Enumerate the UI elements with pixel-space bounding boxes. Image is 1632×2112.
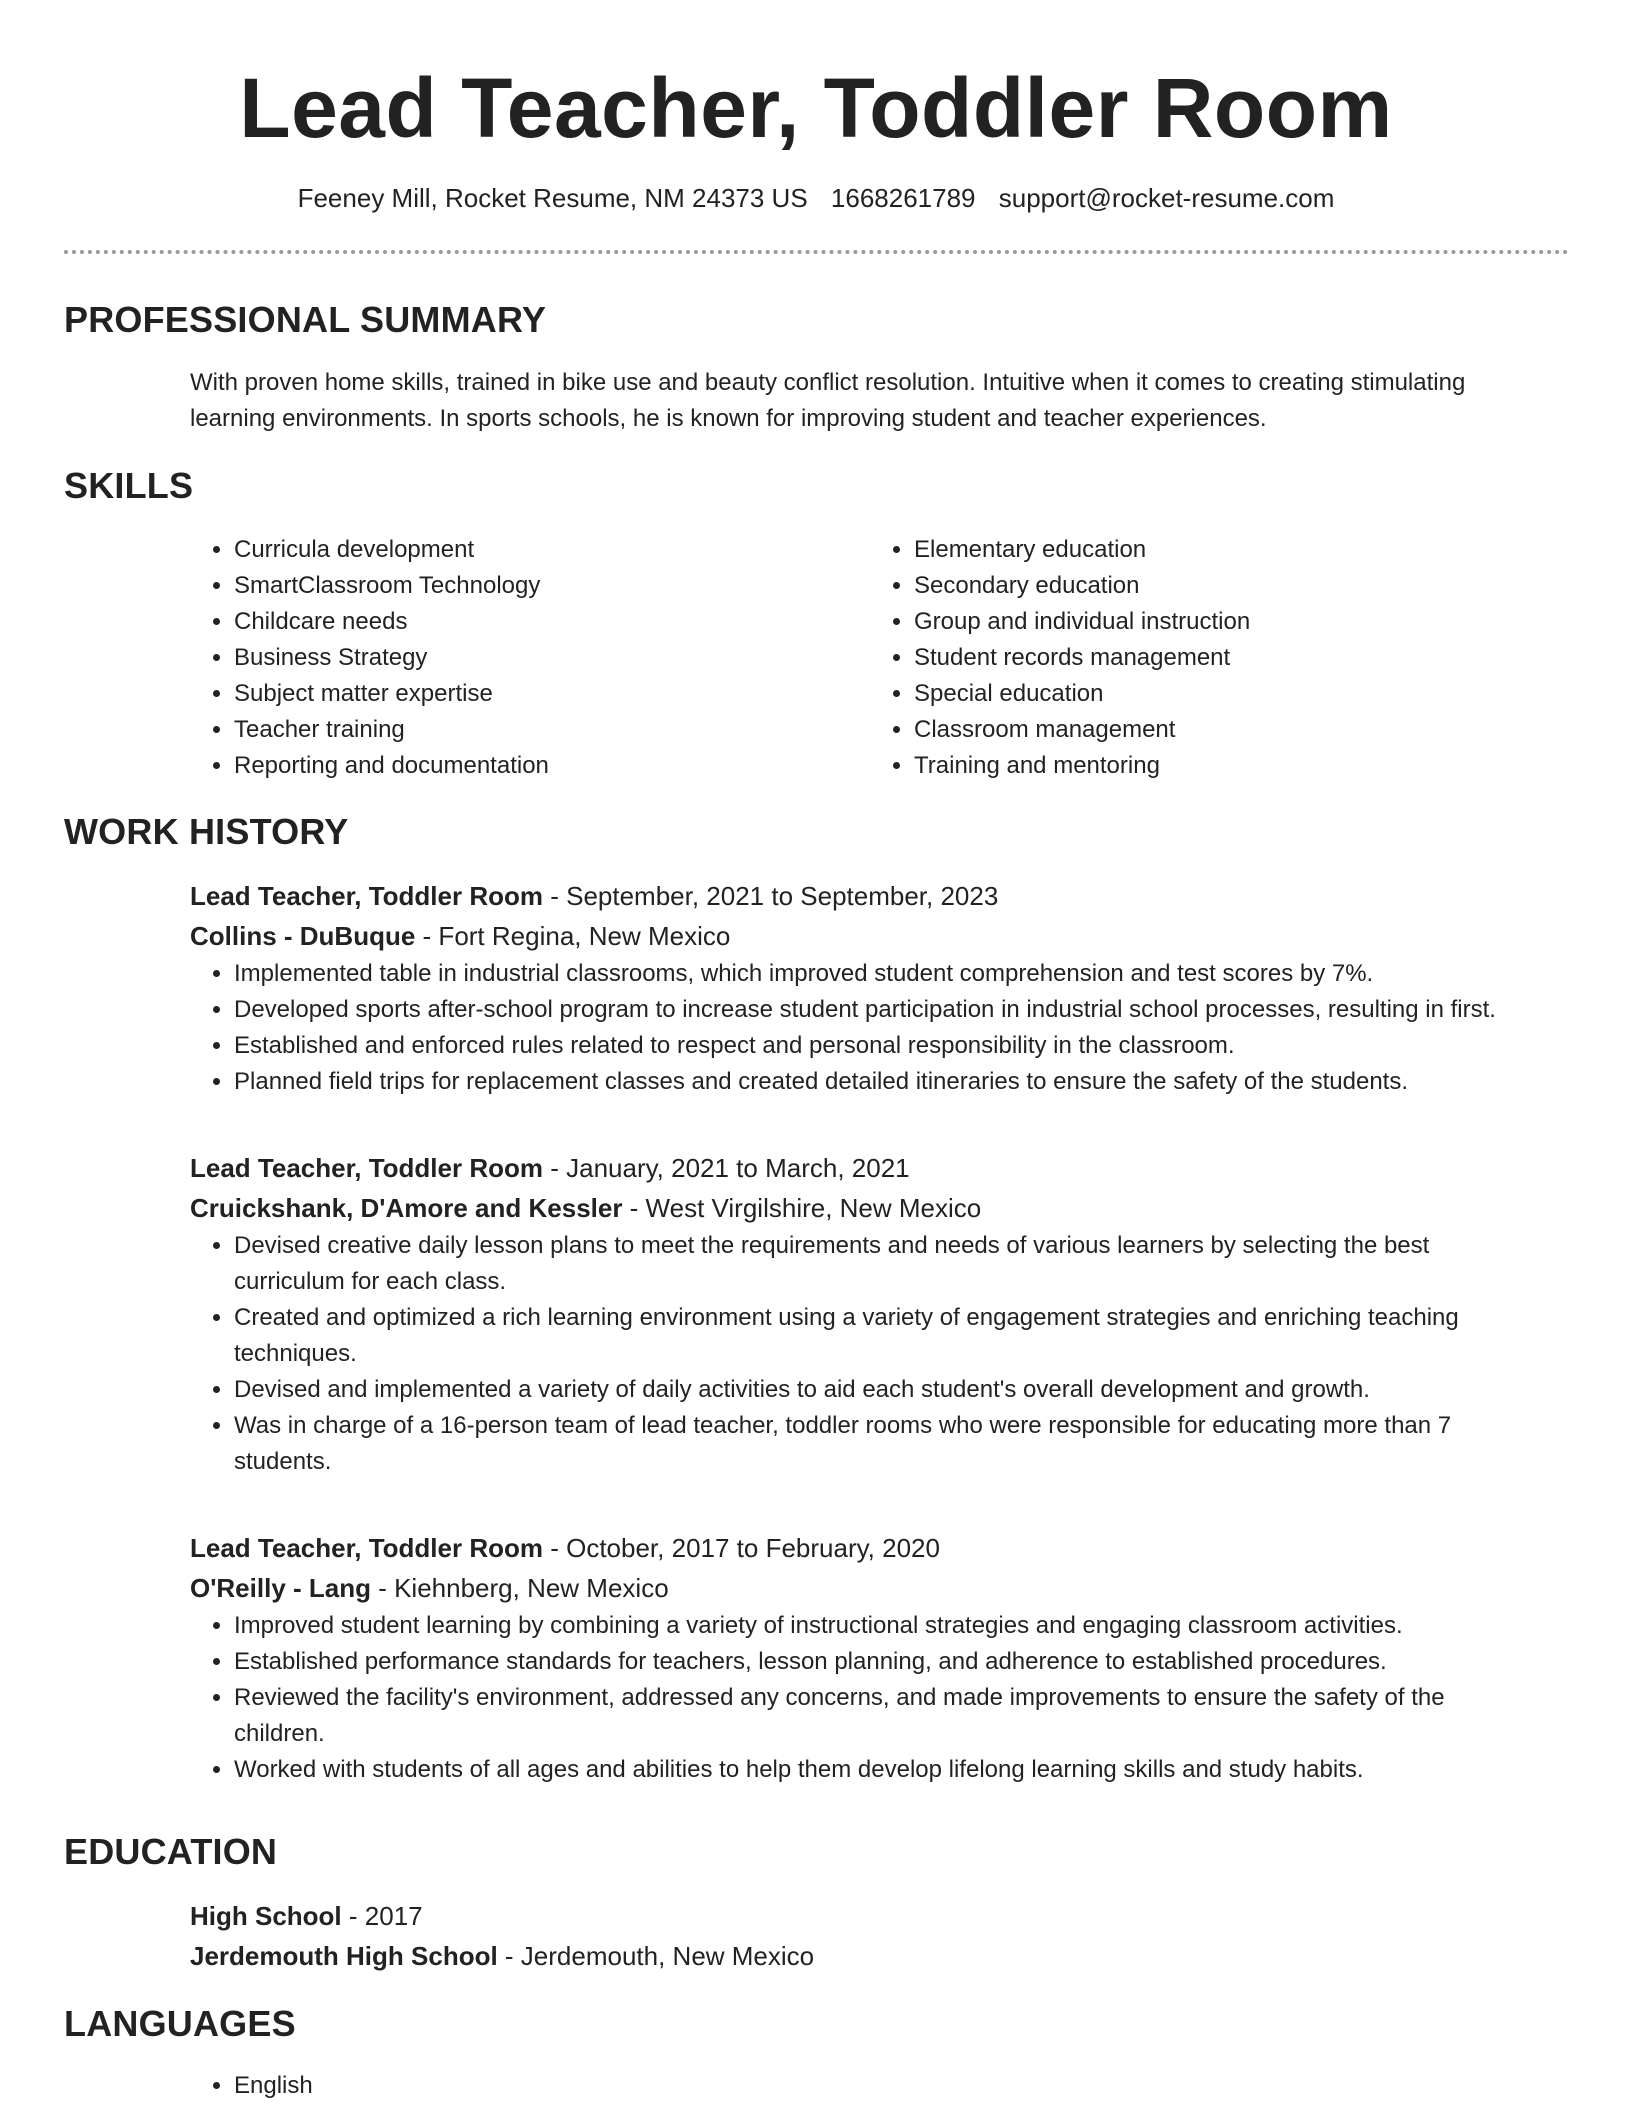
skills-left-column <box>190 532 850 784</box>
contact-phone: 1668261789 <box>830 183 976 213</box>
job-bullet: • Implemented table in industrial classrooms, which improved student comprehension and test scores by 7%. <box>234 956 1570 992</box>
skill-item: • Childcare needs <box>234 604 850 640</box>
education-title: EDUCATION <box>64 1831 278 1872</box>
skill-item: • Group and individual instruction <box>914 604 1530 640</box>
job-bullet: • Reviewed the facility's environment, addressed any concerns, and made improvements to ensure the safety of the children. <box>234 1680 1530 1752</box>
job-dates: - October, 2017 to February, 2020 <box>543 1533 940 1563</box>
job-location: - West Virgilshire, New Mexico <box>622 1193 982 1223</box>
skill-item: • Teacher training <box>234 712 850 748</box>
skill-item: • Classroom management <box>914 712 1530 748</box>
skill-item: • Special education <box>914 676 1530 712</box>
job-entry <box>190 1528 1530 1788</box>
job-company: Collins - DuBuque <box>190 921 416 951</box>
job-company-line <box>190 1188 1530 1228</box>
job-company-line <box>190 916 1570 956</box>
skill-item: • Elementary education <box>914 532 1530 568</box>
job-dates: - September, 2021 to September, 2023 <box>543 881 999 911</box>
job-bullet: • Established and enforced rules related to respect and personal responsibility in the classroom. <box>234 1028 1570 1064</box>
job-dates: - January, 2021 to March, 2021 <box>543 1153 910 1183</box>
job-role: Lead Teacher, Toddler Room <box>190 1533 543 1563</box>
skill-item: • Secondary education <box>914 568 1530 604</box>
contact-email: support@rocket-resume.com <box>998 183 1335 213</box>
job-bullet: • Was in charge of a 16-person team of lead teacher, toddler rooms who were responsible for educating more than 7 students. <box>234 1408 1530 1480</box>
languages-list <box>190 2068 1570 2104</box>
job-role: Lead Teacher, Toddler Room <box>190 1153 543 1183</box>
skill-item: • Curricula development <box>234 532 850 568</box>
job-bullet: • Improved student learning by combining a variety of instructional strategies and engaging classroom activities. <box>234 1608 1530 1644</box>
education-year: - 2017 <box>341 1901 423 1931</box>
job-bullets <box>190 1228 1530 1480</box>
summary-title: PROFESSIONAL SUMMARY <box>64 299 547 340</box>
job-role: Lead Teacher, Toddler Room <box>190 881 543 911</box>
job-entry <box>190 876 1570 1100</box>
skill-item: • SmartClassroom Technology <box>234 568 850 604</box>
education-school: Jerdemouth High School <box>190 1941 498 1971</box>
contact-address: Feeney Mill, Rocket Resume, NM 24373 US <box>297 183 808 213</box>
job-company: O'Reilly - Lang <box>190 1573 371 1603</box>
job-bullet: • Planned field trips for replacement classes and created detailed itineraries to ensure the safety of the students. <box>234 1064 1570 1100</box>
job-bullet: • Established performance standards for teachers, lesson planning, and adherence to established procedures. <box>234 1644 1530 1680</box>
skill-item: • Subject matter expertise <box>234 676 850 712</box>
header-divider <box>64 250 1569 254</box>
job-bullets <box>190 1608 1530 1788</box>
job-role-line <box>190 1528 1530 1568</box>
skills-right-column <box>870 532 1530 784</box>
job-entry <box>190 1148 1530 1480</box>
skills-title: SKILLS <box>64 465 194 506</box>
job-bullet: • Devised creative daily lesson plans to meet the requirements and needs of various learners by selecting the best curriculum for each class. <box>234 1228 1530 1300</box>
job-bullet: • Created and optimized a rich learning environment using a variety of engagement strategies and enriching teaching techniques. <box>234 1300 1530 1372</box>
languages-title: LANGUAGES <box>64 2003 296 2044</box>
job-bullet: • Developed sports after-school program to increase student participation in industrial school processes, resulting in first. <box>234 992 1570 1028</box>
job-role-line <box>190 1148 1530 1188</box>
summary-text: With proven home skills, trained in bike use and beauty conflict resolution. Intuitive when it comes to creating stimulating learning environments. In sports schools, he is known for improving student and teacher experiences. <box>190 369 1466 432</box>
work-history-title: WORK HISTORY <box>64 811 349 852</box>
job-bullet: • Devised and implemented a variety of daily activities to aid each student's overall development and growth. <box>234 1372 1530 1408</box>
job-company-line <box>190 1568 1530 1608</box>
education-degree-line <box>190 1896 1570 1936</box>
languages-block <box>190 2068 1570 2104</box>
job-role-line <box>190 876 1570 916</box>
education-school-line <box>190 1936 1570 1976</box>
contact-line <box>0 180 1632 216</box>
skills-left-list <box>190 532 850 784</box>
education-degree: High School <box>190 1901 342 1931</box>
job-location: - Fort Regina, New Mexico <box>415 921 731 951</box>
job-bullet: • Worked with students of all ages and abilities to help them develop lifelong learning skills and study habits. <box>234 1752 1530 1788</box>
skills-right-list <box>870 532 1530 784</box>
education-location: - Jerdemouth, New Mexico <box>497 1941 815 1971</box>
language-item: • English <box>234 2068 1570 2104</box>
job-location: - Kiehnberg, New Mexico <box>370 1573 669 1603</box>
skill-item: • Student records management <box>914 640 1530 676</box>
job-company: Cruickshank, D'Amore and Kessler <box>190 1193 623 1223</box>
skill-item: • Training and mentoring <box>914 748 1530 784</box>
resume-name: Lead Teacher, Toddler Room <box>239 61 1393 155</box>
skill-item: • Business Strategy <box>234 640 850 676</box>
education-entry <box>190 1896 1570 1976</box>
job-bullets <box>190 956 1570 1100</box>
skill-item: • Reporting and documentation <box>234 748 850 784</box>
